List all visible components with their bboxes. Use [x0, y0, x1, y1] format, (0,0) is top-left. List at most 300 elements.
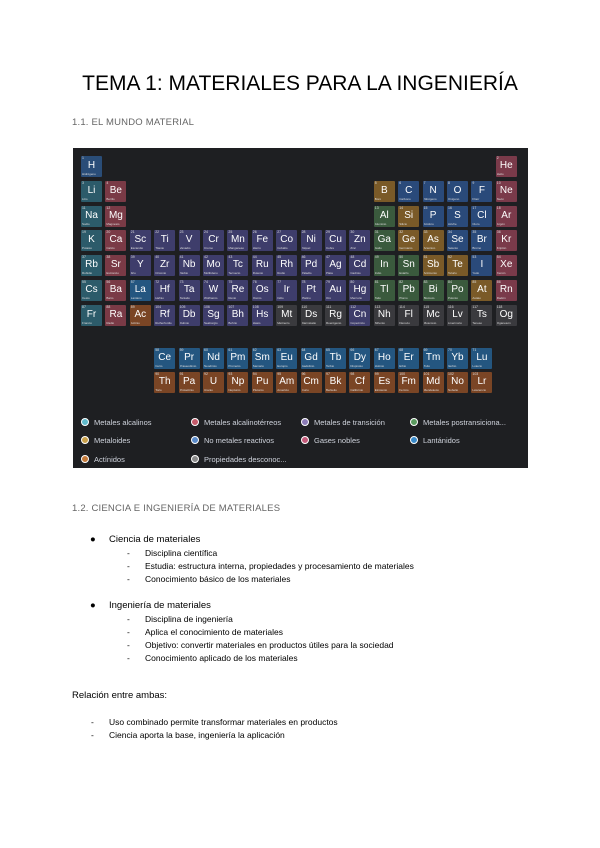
section-heading-2: 1.2. CIENCIA E INGENIERÍA DE MATERIALES [72, 503, 281, 514]
element-symbol: Mn [230, 234, 245, 246]
element-symbol: Es [378, 376, 391, 387]
bullet-icon: ● [90, 534, 96, 545]
element-cell-nh [374, 305, 395, 326]
element-name: Oxígeno [448, 197, 460, 201]
sub-item-label: Conocimiento básico de los materiales [145, 574, 291, 584]
atomic-number: 21 [130, 230, 135, 235]
element-cell-se [447, 230, 468, 251]
atomic-number: 15 [423, 205, 428, 210]
atomic-number: 29 [326, 230, 330, 235]
legend-label: Lantánidos [423, 436, 460, 445]
element-symbol: Db [182, 308, 196, 320]
element-cell-w [203, 280, 224, 301]
element-symbol: Al [379, 209, 389, 221]
element-cell-mn [227, 230, 248, 251]
element-name: Plata [326, 272, 333, 276]
element-symbol: Hs [256, 308, 269, 320]
element-symbol: Sm [254, 352, 270, 363]
atomic-number: 87 [82, 304, 86, 309]
atomic-number: 45 [277, 255, 282, 260]
element-name: Plutonio [252, 389, 264, 392]
element-cell-np [227, 372, 248, 393]
legend-dot-icon [301, 418, 309, 426]
element-cell-ta [179, 280, 200, 301]
element-cell-ti [154, 230, 175, 251]
atomic-number: 36 [496, 230, 501, 235]
element-name: Bohrio [228, 321, 238, 325]
element-name: Tecnecio [228, 272, 241, 276]
element-cell-es [374, 372, 395, 393]
element-name: Tantalio [179, 297, 190, 300]
element-symbol: Po [451, 284, 464, 295]
element-name: Niobio [179, 272, 189, 276]
element-cell-pu [252, 372, 273, 393]
element-cell-tc [227, 255, 248, 276]
element-name: Lantano [130, 297, 142, 300]
legend-item [423, 418, 506, 427]
atomic-number: 86 [496, 280, 501, 284]
atomic-number: 41 [179, 255, 184, 260]
element-cell-s [447, 206, 468, 227]
element-cell-ca [105, 230, 126, 251]
element-name: Xenón [496, 272, 506, 276]
element-name: Talio [374, 297, 381, 300]
atomic-number: 16 [448, 205, 452, 210]
atomic-number: 23 [179, 230, 184, 235]
element-name: Fósforo [423, 222, 434, 226]
element-symbol: U [209, 376, 218, 387]
element-symbol: C [405, 184, 413, 196]
atomic-number: 110 [301, 304, 308, 309]
atomic-number: 118 [496, 304, 503, 309]
element-name: Bromo [472, 247, 482, 251]
element-symbol: W [208, 284, 219, 295]
element-symbol: Nb [182, 259, 196, 271]
element-name: Disprosio [350, 365, 363, 368]
element-name: Einstenio [374, 389, 388, 392]
element-symbol: Cu [329, 234, 342, 246]
element-symbol: Rh [280, 259, 294, 271]
atomic-number: 51 [423, 255, 428, 260]
atomic-number: 26 [252, 230, 257, 235]
element-cell-sc [130, 230, 151, 251]
element-name: Antimonio [423, 272, 437, 276]
element-cell-tm [423, 348, 444, 369]
element-symbol: Ds [304, 308, 318, 320]
element-name: Hasio [252, 321, 261, 325]
atomic-number: 101 [423, 372, 430, 376]
element-cell-pr [179, 348, 200, 369]
element-cell-pt [301, 280, 322, 301]
element-cell-cr [203, 230, 224, 251]
element-name: Curio [301, 389, 309, 392]
element-symbol: Rf [159, 308, 170, 320]
element-cell-cn [349, 305, 370, 326]
element-cell-fe [252, 230, 273, 251]
element-name: Moscovio [423, 321, 437, 325]
element-symbol: Yb [451, 352, 464, 363]
element-cell-pm [227, 348, 248, 369]
atomic-number: 90 [155, 372, 160, 376]
legend-item [204, 455, 287, 464]
sub-item-label: Objetivo: convertir materiales en productos útiles para la sociedad [145, 640, 394, 650]
element-cell-au [325, 280, 346, 301]
element-name: Galio [374, 247, 382, 251]
element-cell-mc [423, 305, 444, 326]
element-cell-i [471, 255, 492, 276]
element-symbol: Ba [109, 284, 122, 295]
atomic-number: 117 [472, 304, 478, 309]
atomic-number: 7 [423, 180, 426, 185]
element-cell-be [105, 181, 126, 202]
atomic-number: 99 [374, 372, 379, 376]
element-cell-yb [447, 348, 468, 369]
dash-icon: - [127, 548, 130, 558]
element-name: Magnesio [106, 222, 120, 226]
atomic-number: 28 [301, 230, 306, 235]
atomic-number: 77 [277, 280, 282, 284]
legend-item [94, 436, 130, 445]
element-name: Manganeso [228, 247, 245, 251]
atomic-number: 104 [155, 304, 162, 309]
element-symbol: Bi [428, 284, 438, 295]
element-cell-lu [471, 348, 492, 369]
element-cell-na [81, 206, 102, 227]
element-name: Cobre [326, 247, 335, 251]
element-name: Calcio [106, 247, 115, 251]
element-name: Seaborgio [204, 321, 218, 325]
element-symbol: As [427, 234, 439, 246]
element-symbol: Y [136, 259, 144, 271]
atomic-number: 49 [374, 255, 379, 260]
element-symbol: Kr [501, 234, 512, 246]
element-name: Gadolinio [301, 365, 315, 368]
atomic-number: 111 [326, 304, 332, 309]
element-cell-b [374, 181, 395, 202]
legend-label: No metales reactivos [204, 436, 275, 445]
element-symbol: Co [280, 234, 294, 246]
element-cell-co [276, 230, 297, 251]
atomic-number: 50 [399, 255, 404, 260]
element-symbol: Tl [380, 284, 389, 295]
atomic-number: 69 [423, 348, 428, 352]
element-symbol: Np [231, 376, 245, 387]
dash-icon: - [91, 730, 94, 740]
list-item-label: Ingeniería de materiales [109, 600, 211, 611]
atomic-number: 14 [399, 205, 404, 210]
element-cell-he [496, 156, 517, 177]
relation-item-label: Uso combinado permite transformar materiales en productos [109, 717, 338, 727]
element-symbol: Pt [306, 284, 316, 295]
element-cell-ac [130, 305, 151, 326]
element-symbol: Og [499, 308, 513, 320]
element-cell-db [179, 305, 200, 326]
element-name: Platino [301, 297, 311, 300]
element-cell-ne [496, 181, 517, 202]
element-name: Lawrencio [472, 389, 487, 392]
atomic-number: 61 [228, 348, 233, 352]
section-heading-1: 1.1. EL MUNDO MATERIAL [72, 117, 195, 128]
atomic-number: 9 [472, 180, 475, 185]
element-symbol: Zr [159, 259, 170, 271]
atomic-number: 102 [448, 372, 454, 376]
element-name: Radio [106, 321, 115, 325]
atomic-number: 92 [204, 372, 208, 376]
legend-dot-icon [191, 418, 199, 426]
element-name: Americio [277, 389, 289, 392]
atomic-number: 80 [350, 280, 355, 284]
element-cell-eu [276, 348, 297, 369]
element-name: Francio [82, 321, 93, 325]
element-cell-cd [349, 255, 370, 276]
element-cell-la [130, 280, 151, 301]
element-symbol: Hf [159, 284, 170, 295]
element-symbol: Pa [182, 376, 196, 387]
element-name: Iterbio [448, 365, 457, 368]
element-symbol: He [499, 160, 513, 171]
atomic-number: 100 [399, 372, 406, 376]
atomic-number: 35 [472, 230, 477, 235]
element-symbol: Bk [329, 376, 342, 387]
element-name: Terbio [326, 365, 335, 368]
element-symbol: Sb [426, 259, 440, 271]
atomic-number: 79 [326, 280, 330, 284]
element-name: Cromo [204, 247, 214, 251]
element-cell-cm [301, 372, 322, 393]
atomic-number: 5 [374, 180, 377, 185]
atomic-number: 91 [179, 372, 184, 376]
atomic-number: 105 [179, 304, 186, 309]
element-symbol: Ac [134, 308, 147, 320]
element-cell-sn [398, 255, 419, 276]
element-cell-ru [252, 255, 273, 276]
element-name: Neón [496, 197, 504, 201]
atomic-number: 10 [496, 180, 501, 185]
element-name: Kriptón [496, 247, 507, 251]
atomic-number: 76 [252, 280, 257, 284]
element-cell-at [471, 280, 492, 301]
element-symbol: Ra [109, 308, 123, 320]
element-symbol: Pd [304, 259, 318, 271]
element-symbol: Tc [232, 259, 243, 271]
element-symbol: Md [426, 376, 441, 387]
legend-dot-icon [191, 455, 199, 463]
element-name: Hierro [252, 247, 261, 251]
element-name: Cadmio [350, 272, 361, 276]
element-name: Titanio [155, 247, 165, 251]
element-cell-rf [154, 305, 175, 326]
element-cell-lv [447, 305, 468, 326]
element-symbol: Mo [206, 259, 221, 271]
atomic-number: 47 [326, 255, 330, 260]
element-symbol: Lv [452, 308, 463, 320]
element-symbol: Th [158, 376, 171, 387]
element-symbol: Ga [377, 234, 391, 246]
element-symbol: Mc [426, 308, 440, 320]
element-cell-mt [276, 305, 297, 326]
sub-item [127, 548, 218, 558]
atomic-number: 98 [350, 372, 355, 376]
element-name: Mendelevio [423, 389, 439, 392]
element-symbol: Ir [283, 284, 290, 295]
atomic-number: 68 [399, 348, 404, 352]
element-symbol: Ar [501, 209, 512, 221]
element-name: Cloro [472, 222, 480, 226]
atomic-number: 115 [423, 304, 430, 309]
atomic-number: 42 [204, 255, 208, 260]
element-symbol: Be [109, 184, 122, 196]
element-name: Mercurio [350, 297, 363, 300]
legend-item [94, 418, 152, 427]
dash-icon: - [127, 640, 130, 650]
element-cell-sb [423, 255, 444, 276]
element-name: Telurio [448, 272, 457, 276]
element-symbol: Hg [353, 284, 367, 295]
legend-item [204, 418, 281, 427]
element-symbol: At [477, 284, 487, 295]
element-cell-bi [423, 280, 444, 301]
element-cell-sm [252, 348, 273, 369]
atomic-number: 54 [496, 255, 501, 260]
element-cell-ag [325, 255, 346, 276]
sub-item [127, 640, 394, 650]
atomic-number: 44 [252, 255, 257, 260]
element-name: Dubnio [179, 321, 190, 325]
element-symbol: Na [85, 209, 98, 221]
element-symbol: Xe [500, 259, 513, 271]
element-cell-in [374, 255, 395, 276]
atomic-number: 107 [228, 304, 235, 309]
atomic-number: 31 [374, 230, 379, 235]
element-cell-os [252, 280, 273, 301]
element-name: Polonio [448, 297, 459, 300]
element-symbol: Si [404, 209, 414, 221]
element-cell-bk [325, 372, 346, 393]
element-cell-xe [496, 255, 517, 276]
element-cell-am [276, 372, 297, 393]
atomic-number: 94 [252, 372, 257, 376]
element-name: Nobelio [448, 389, 459, 392]
element-name: Meitnerio [277, 321, 290, 325]
element-symbol: Nh [377, 308, 391, 320]
element-name: Protactinio [179, 389, 194, 392]
atomic-number: 95 [277, 372, 282, 376]
element-symbol: Ag [329, 259, 342, 271]
element-symbol: Tb [329, 352, 342, 363]
atomic-number: 48 [350, 255, 355, 260]
element-cell-ds [301, 305, 322, 326]
element-cell-ho [374, 348, 395, 369]
element-symbol: Fm [401, 376, 416, 387]
atomic-number: 18 [496, 205, 501, 210]
element-cell-cu [325, 230, 346, 251]
legend-label: Metales alcalinos [94, 418, 152, 427]
element-cell-h [81, 156, 102, 177]
legend-dot-icon [81, 418, 89, 426]
atomic-number: 58 [155, 348, 160, 352]
element-symbol: Tm [425, 352, 441, 363]
legend-item [314, 436, 360, 445]
element-cell-fm [398, 372, 419, 393]
atomic-number: 67 [374, 348, 379, 352]
element-name: Nitrógeno [423, 197, 437, 201]
sub-item-label: Disciplina de ingeniería [145, 614, 233, 624]
element-cell-ra [105, 305, 126, 326]
element-symbol: Pb [402, 284, 415, 295]
element-name: Uranio [204, 389, 213, 392]
element-symbol: Er [403, 352, 414, 363]
element-name: Holmio [374, 365, 385, 368]
atomic-number: 84 [448, 280, 452, 284]
legend-item [94, 455, 125, 464]
element-name: Oro [326, 297, 332, 300]
atomic-number: 60 [204, 348, 208, 352]
element-symbol: Br [476, 234, 487, 246]
element-symbol: O [453, 184, 462, 196]
list-item-label: Ciencia de materiales [109, 534, 201, 545]
element-cell-hf [154, 280, 175, 301]
element-name: Aluminio [374, 222, 387, 226]
atomic-number: 65 [326, 348, 330, 352]
element-cell-dy [349, 348, 370, 369]
element-cell-mo [203, 255, 224, 276]
element-cell-si [398, 206, 419, 227]
element-cell-te [447, 255, 468, 276]
element-name: Carbono [399, 197, 411, 201]
atomic-number: 6 [399, 180, 402, 185]
atomic-number: 82 [399, 280, 404, 284]
legend-label: Gases nobles [314, 436, 360, 445]
element-cell-c [398, 181, 419, 202]
element-name: Oganesón [496, 321, 511, 325]
element-symbol: Dy [353, 352, 366, 363]
element-cell-th [154, 372, 175, 393]
atomic-number: 56 [106, 280, 111, 284]
element-cell-li [81, 181, 102, 202]
relation-item [91, 730, 285, 740]
element-name: Indio [374, 272, 382, 276]
element-symbol: Fl [404, 308, 413, 320]
element-cell-ge [398, 230, 419, 251]
element-name: Berilio [106, 197, 115, 201]
atomic-number: 59 [179, 348, 184, 352]
element-symbol: Sg [207, 308, 220, 320]
element-cell-nb [179, 255, 200, 276]
element-name: Neodimio [204, 365, 217, 368]
element-name: Zinc [350, 247, 357, 251]
atomic-number: 64 [301, 348, 306, 352]
atomic-number: 108 [252, 304, 259, 309]
element-cell-fl [398, 305, 419, 326]
dash-icon: - [127, 561, 130, 571]
element-cell-ba [105, 280, 126, 301]
element-symbol: Rb [85, 259, 98, 271]
element-symbol: F [478, 184, 485, 196]
element-symbol: Os [255, 284, 269, 295]
element-name: Germanio [399, 247, 413, 251]
element-name: Argón [496, 222, 505, 226]
element-cell-rn [496, 280, 517, 301]
element-name: Wolframio [204, 297, 218, 300]
legend-label: Metales postransiciona... [423, 418, 506, 427]
atomic-number: 12 [106, 205, 111, 210]
atomic-number: 103 [472, 372, 479, 376]
element-symbol: Cn [353, 308, 367, 320]
legend-item [204, 436, 274, 445]
element-cell-v [179, 230, 200, 251]
element-name: Neptunio [228, 389, 241, 392]
element-name: Europio [277, 365, 288, 368]
